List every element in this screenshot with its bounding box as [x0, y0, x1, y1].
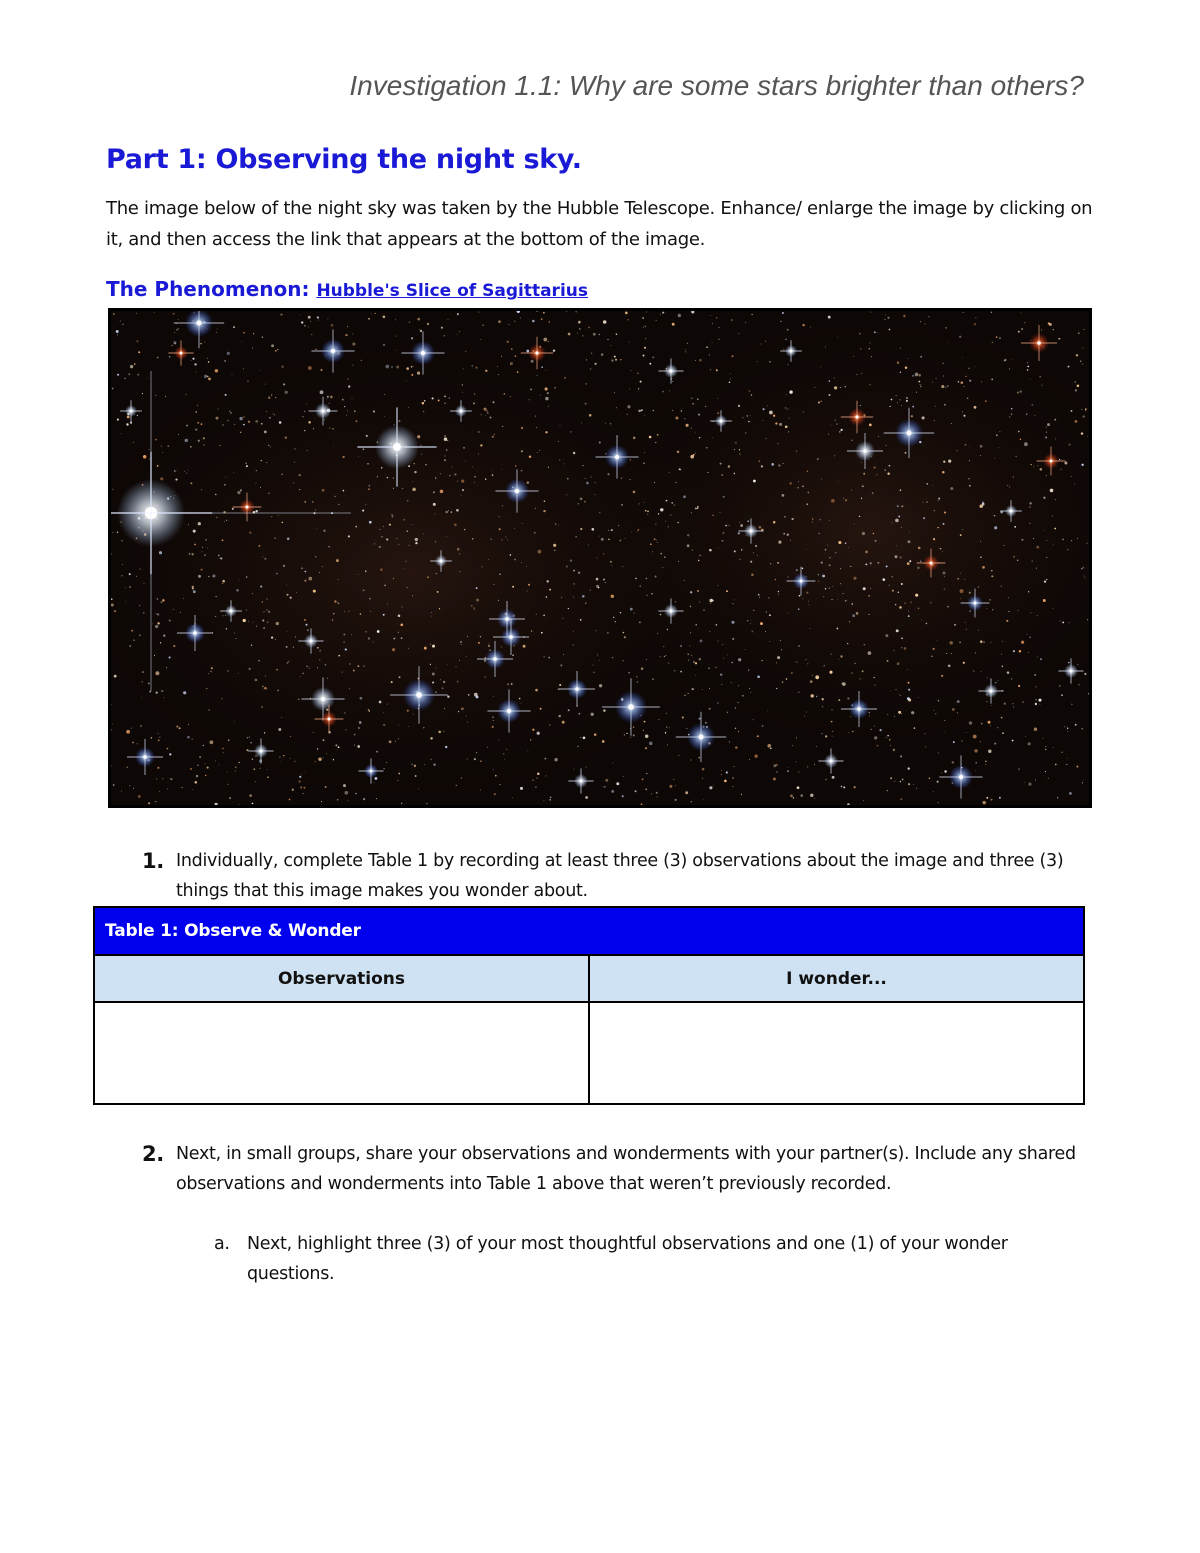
question-1-text: Individually, complete Table 1 by recording at least three (3) observations about the image and three (3) things that this image makes you wonder about.	[176, 851, 1064, 901]
part-title: Part 1: Observing the night sky.	[106, 144, 582, 175]
question-2-number: 2.	[142, 1142, 164, 1166]
question-2-text: Next, in small groups, share your observations and wonderments with your partner(s). Include any shared observations and wonderments into Table 1 above that weren’t previously recorded.	[176, 1144, 1076, 1194]
column-header-i-wonder: I wonder...	[589, 955, 1084, 1002]
i-wonder-cell[interactable]	[589, 1002, 1084, 1104]
phenomenon-label: The Phenomenon:	[106, 277, 310, 301]
table-row	[94, 1002, 1084, 1104]
question-1-number: 1.	[142, 849, 164, 873]
table-title: Table 1: Observe & Wonder	[94, 907, 1084, 955]
question-2a	[106, 1229, 1086, 1289]
column-header-observations: Observations	[94, 955, 589, 1002]
observations-cell[interactable]	[94, 1002, 589, 1104]
night-sky-image[interactable]	[108, 308, 1092, 808]
question-2	[106, 1139, 1086, 1199]
phenomenon-line	[106, 277, 588, 301]
page-header-title: Investigation 1.1: Why are some stars brighter than others?	[349, 70, 1084, 101]
intro-paragraph: The image below of the night sky was taken by the Hubble Telescope. Enhance/ enlarge the image by clicking on it, and then access the link that appears at the bottom of the image.	[106, 198, 1093, 250]
star-field-graphic	[111, 311, 1089, 805]
hubble-sagittarius-link[interactable]: Hubble's Slice of Sagittarius	[316, 281, 588, 301]
observe-wonder-table	[93, 906, 1085, 1105]
question-1	[106, 846, 1086, 906]
question-2a-text: Next, highlight three (3) of your most thoughtful observations and one (1) of your wonder questions.	[247, 1234, 1008, 1284]
question-2a-letter: a.	[214, 1234, 230, 1254]
